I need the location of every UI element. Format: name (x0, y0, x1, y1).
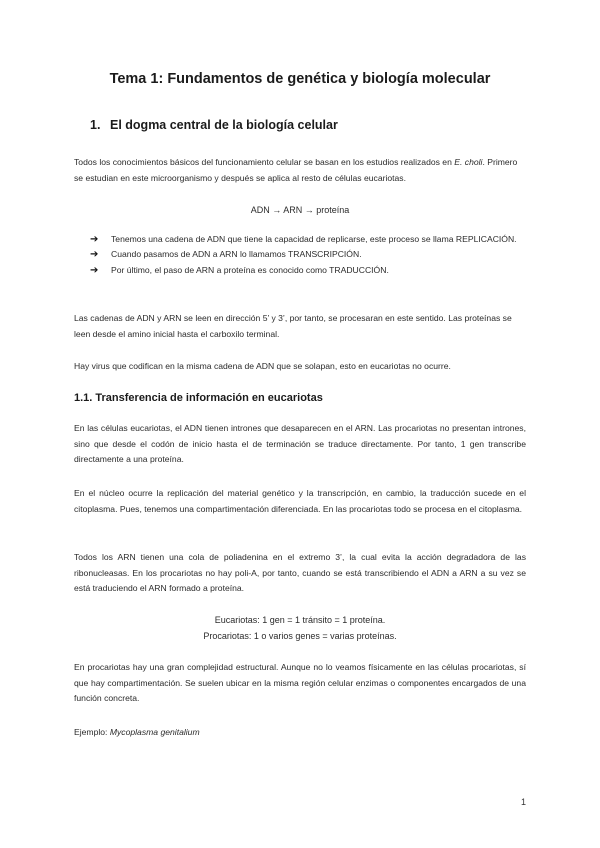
paragraph-intro (74, 155, 526, 186)
paragraph-virus: Hay virus que codifican en la misma cadena de ADN que se solapan, esto en eucariotas no ocurre. (74, 361, 451, 371)
page-number: 1 (520, 797, 526, 807)
ratio-eukaryotes: Eucariotas: 1 gen = 1 tránsito = 1 proteína. (214, 615, 386, 625)
intro-text-start: Todos los conocimientos básicos del funcionamiento celular se basan en los estudios realizados en (74, 157, 455, 167)
list-item (90, 247, 526, 262)
paragraph-reading-direction: Las cadenas de ADN y ARN se leen en dirección 5’ y 3’, por tanto, se procesaran en este sentido. Las proteínas se leen desde el amino inicial hasta el carboxilo terminal. (74, 313, 512, 339)
arrow-right-icon: ➔ (90, 234, 99, 245)
list-item-text: Tenemos una cadena de ADN que tiene la capacidad de replicarse, este proceso se llama REPLICACIÓN. (111, 234, 517, 244)
example-label: Ejemplo: (74, 727, 110, 737)
paragraph-polya: Todos los ARN tienen una cola de poliadenina en el extremo 3’, la cual evita la acción degradadora de las ribonucleasas. En los procariotas no hay poli-A, por tanto, cuando se está transcribiendo el ADN a ARN a su vez se está traduciendo el ARN formado a proteína. (74, 552, 526, 594)
ratio-prokaryotes: Procariotas: 1 o varios genes = varias proteínas. (203, 631, 397, 641)
intro-species: E. choli (454, 157, 483, 167)
section-1-title: El dogma central de la biología celular (110, 118, 338, 132)
arrow-right-icon: ➔ (90, 249, 99, 261)
list-item (90, 232, 526, 247)
process-list (90, 232, 526, 278)
paragraph-introns: En las células eucariotas, el ADN tienen intrones que desaparecen en el ARN. Las procariotas no presentan intrones, sino que desde el codón de inicio hasta el de terminación se traduce directamente. Por tanto, 1 gen transcribe directamente a una proteína. (74, 423, 526, 465)
list-item-text: Cuando pasamos de ADN a ARN lo llamamos TRANSCRIPCIÓN. (111, 249, 362, 260)
paragraph-nucleus: En el núcleo ocurre la replicación del material genético y la transcripción, en cambio, la traducción sucede en el citoplasma. Pues, tenemos una compartimentación diferenciada. En las procariotas todo se procesa en el citoplasma. (74, 488, 526, 514)
intro-text-end: . Primero se estudian en este microorganismo y después se aplica al resto de células eucariotas. (74, 157, 518, 183)
central-dogma-formula: ADN → ARN → proteína (250, 205, 350, 215)
list-item-text: Por último, el paso de ARN a proteína es conocido como TRADUCCIÓN. (111, 264, 389, 275)
paragraph-example (74, 725, 526, 741)
section-1-number: 1. (90, 118, 101, 132)
list-item (90, 263, 526, 278)
paragraph-compartment: En procariotas hay una gran complejidad estructural. Aunque no lo veamos físicamente en las células procariotas, sí que hay compartimentación. Se suelen ubicar en la misma región celular enzimas o componentes encargados de una función concreta. (74, 662, 526, 704)
document-title: Tema 1: Fundamentos de genética y biología molecular (109, 71, 491, 87)
arrow-right-icon: ➔ (90, 264, 99, 276)
example-species: Mycoplasma genitalium (109, 727, 200, 737)
section-1-heading (90, 118, 338, 132)
section-1-1-heading: 1.1. Transferencia de información en eucariotas (74, 392, 323, 404)
